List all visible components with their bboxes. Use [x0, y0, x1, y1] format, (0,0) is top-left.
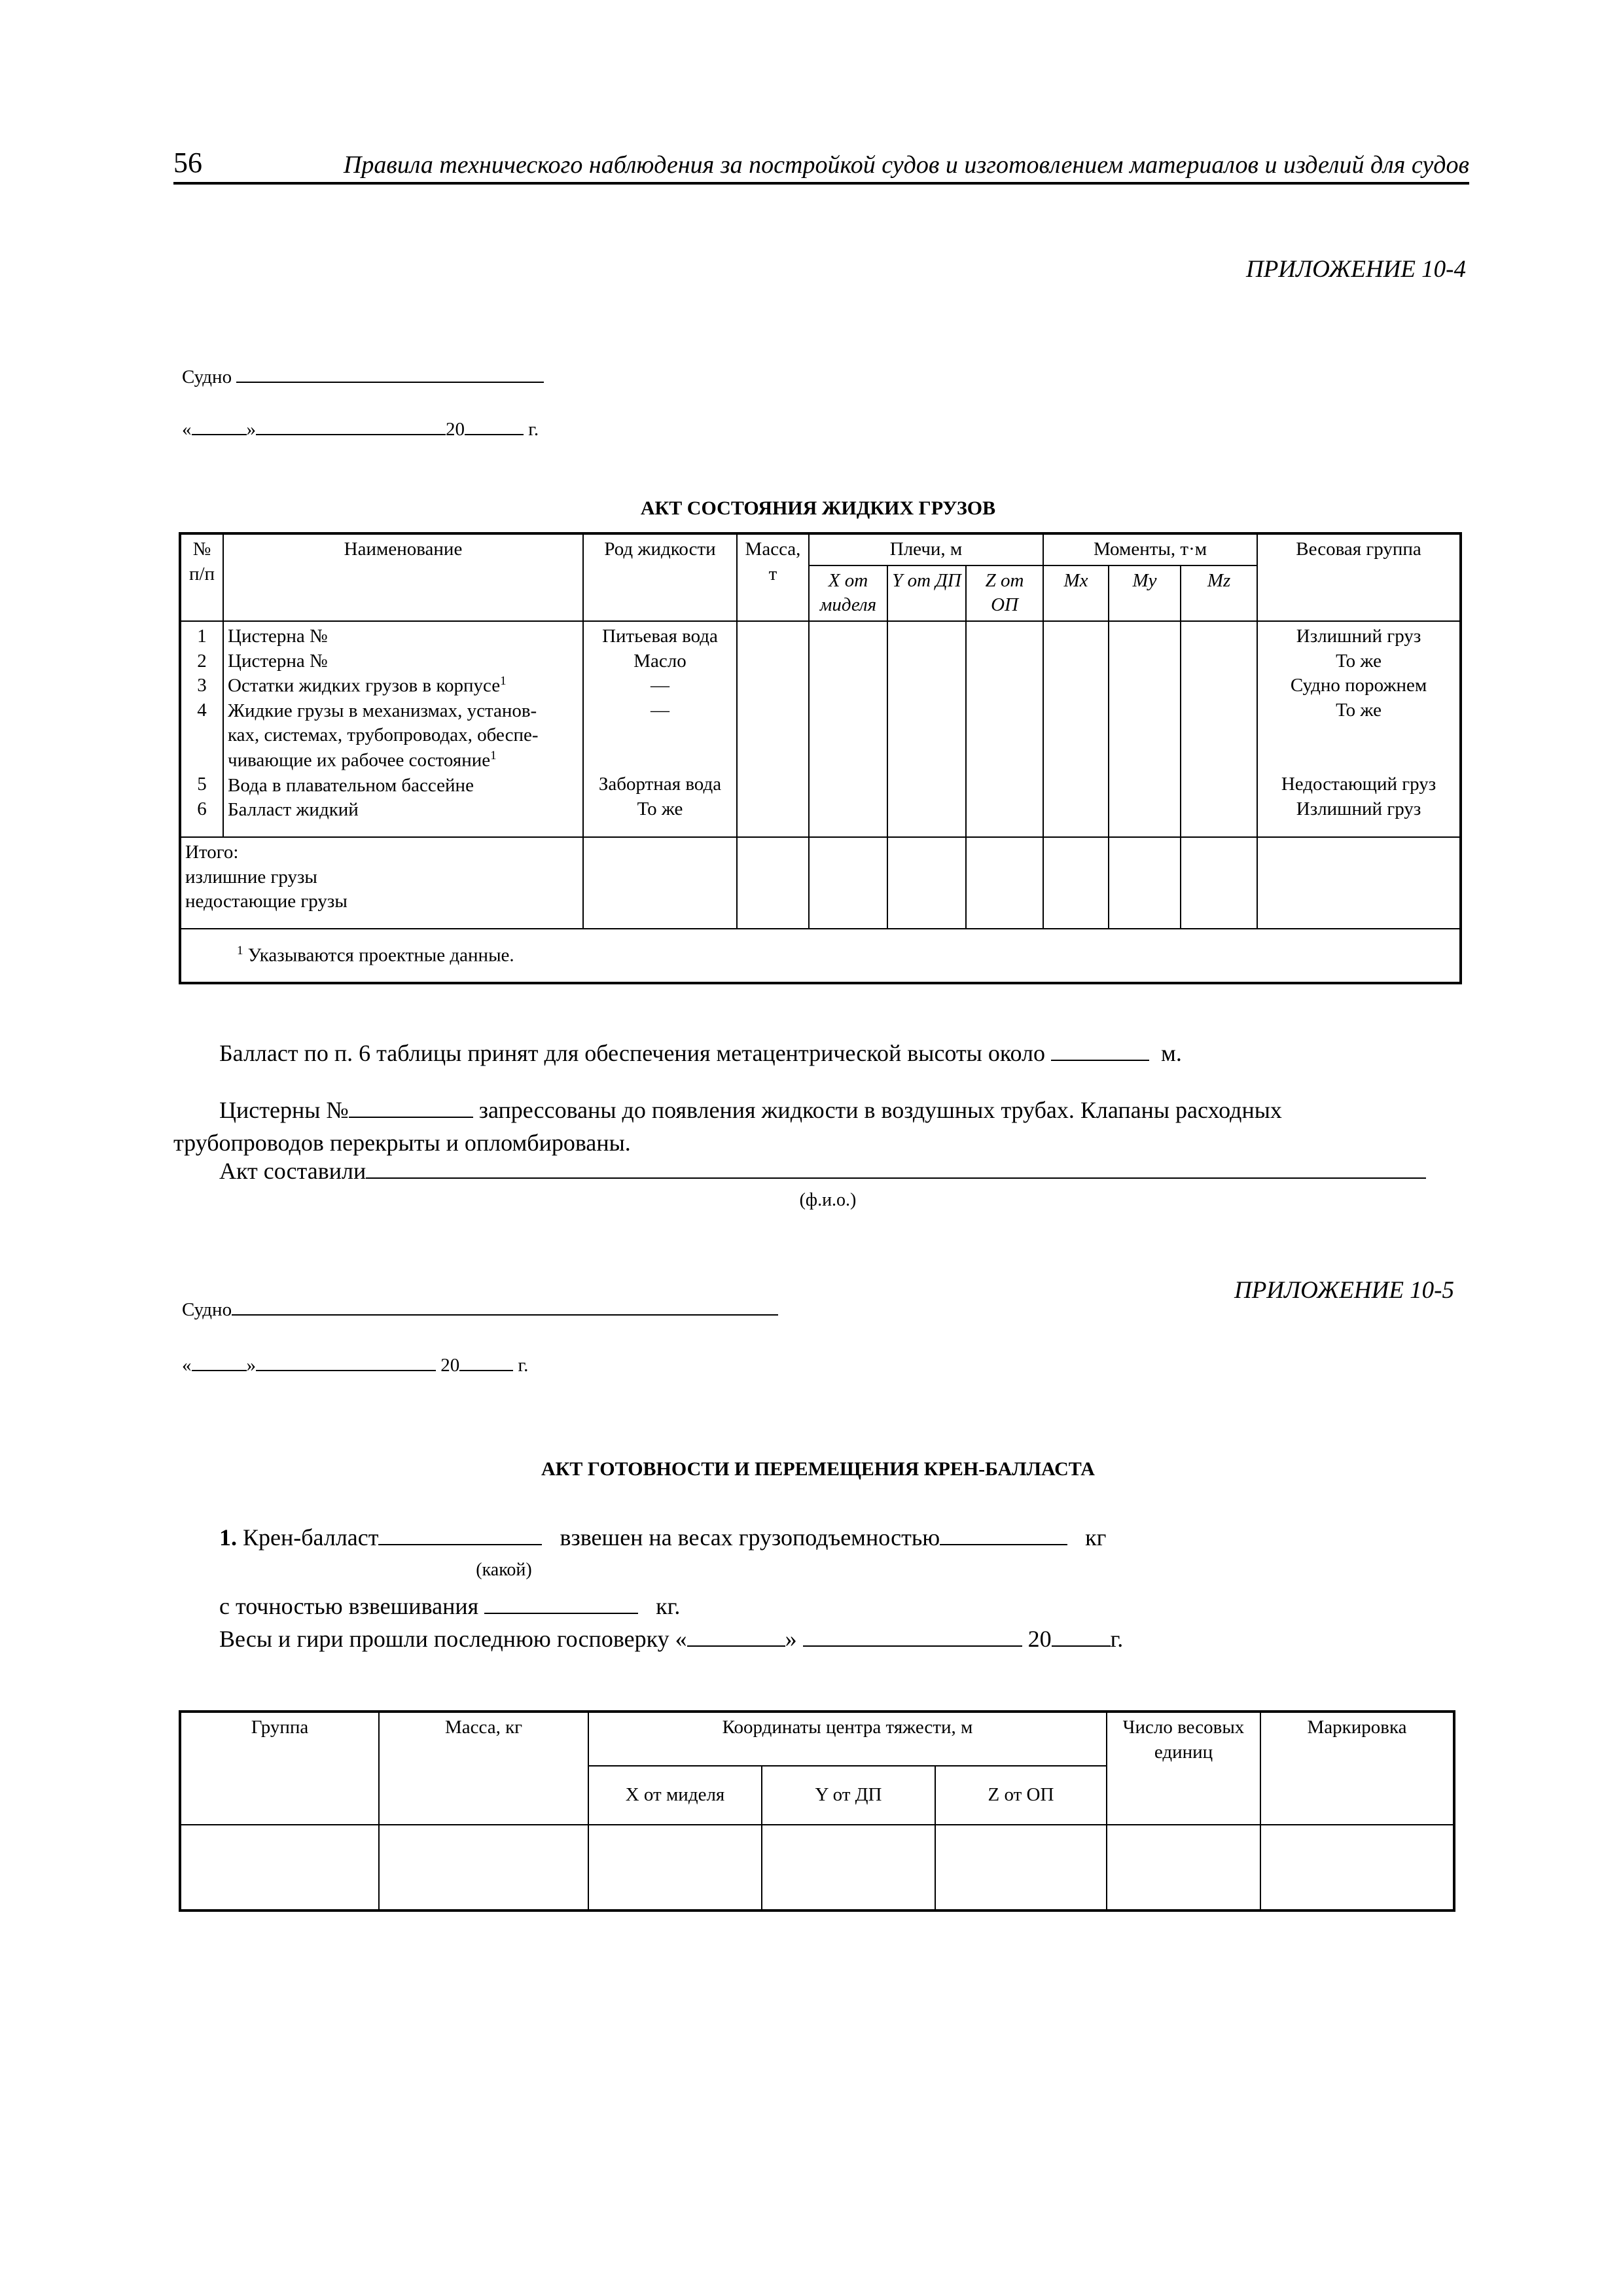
- ship-blank[interactable]: [232, 1314, 778, 1316]
- tanks-blank[interactable]: [349, 1116, 473, 1118]
- date-field-2: [182, 1355, 528, 1376]
- scale-capacity-blank[interactable]: [940, 1543, 1067, 1545]
- totals-z[interactable]: [966, 837, 1043, 929]
- tanks-text: запрессованы до появления жидкости в воздушных трубах. Клапаны расходных: [478, 1097, 1282, 1123]
- col-z-arm: Z от ОП: [966, 565, 1043, 621]
- metacentric-height-blank[interactable]: [1051, 1059, 1149, 1061]
- row-num: 4: [197, 700, 207, 721]
- date-quote-open: «: [182, 419, 192, 440]
- row-group: [1262, 723, 1455, 748]
- col-x: X от миделя: [588, 1766, 762, 1825]
- row-liquid: [588, 748, 732, 773]
- table-footnote: [181, 929, 1460, 982]
- row-name: чивающие их рабочее состояние$^1$: [228, 749, 497, 771]
- ship-field-2: [182, 1299, 778, 1321]
- totals-group[interactable]: [1257, 837, 1460, 929]
- row-name: Вода в плавательном бассейне: [228, 774, 474, 796]
- date-field-1: [182, 419, 539, 440]
- col-mx: Mx: [1043, 565, 1109, 621]
- ship-label: Судно: [182, 367, 232, 387]
- row-name: Цистерна №: [228, 650, 328, 672]
- row-name: Цистерна №: [228, 626, 328, 647]
- totals-mx[interactable]: [1043, 837, 1109, 929]
- scale-capacity-label: взвешен на весах грузоподъемностью: [560, 1524, 940, 1551]
- year-blank[interactable]: [459, 1369, 513, 1371]
- ballast-line-3: [219, 1625, 1123, 1653]
- ballast-text: Балласт по п. 6 таблицы принят для обеспечения метацентрической высоты около: [219, 1040, 1046, 1066]
- heel-ballast-type-blank[interactable]: [378, 1543, 542, 1545]
- ballast-sentence: [219, 1039, 1182, 1067]
- precision-unit: кг.: [656, 1593, 681, 1619]
- doc-title-liquid-cargo: АКТ СОСТОЯНИЯ ЖИДКИХ ГРУЗОВ: [640, 497, 996, 519]
- cell-mass[interactable]: [737, 621, 809, 837]
- row-num: 6: [197, 798, 207, 819]
- precision-label: с точностью взвешивания: [219, 1593, 479, 1619]
- date-quote-close: »: [246, 419, 256, 440]
- heel-ballast-label: Крен-балласт: [243, 1524, 379, 1551]
- row-group: Излишний груз: [1296, 798, 1421, 819]
- col-name: Наименование: [223, 534, 583, 621]
- ship-blank[interactable]: [236, 381, 544, 383]
- ballast-unit: м.: [1161, 1040, 1182, 1066]
- cell-my[interactable]: [1109, 621, 1181, 837]
- cell-mz[interactable]: [1181, 621, 1257, 837]
- heel-ballast-caption: (какой): [476, 1560, 532, 1580]
- row-num: [185, 723, 219, 748]
- row-num: 1: [197, 626, 207, 647]
- row-group: Недостающий груз: [1281, 774, 1436, 795]
- row-liquid: [588, 723, 732, 748]
- col-my: My: [1109, 565, 1181, 621]
- verification-quote-close: »: [785, 1626, 797, 1652]
- precision-blank[interactable]: [484, 1612, 638, 1614]
- signed-blank[interactable]: [366, 1177, 1426, 1179]
- footnote-mark: 1: [237, 943, 243, 958]
- col-units: Число весовых единиц: [1107, 1712, 1260, 1825]
- row-group: [1262, 748, 1455, 773]
- col-group: Группа: [181, 1712, 379, 1825]
- row-liquid: То же: [637, 798, 683, 819]
- cell-x-arm[interactable]: [809, 621, 887, 837]
- row-name: ках, системах, трубопроводах, обеспе-: [228, 725, 539, 746]
- row-num: 5: [197, 774, 207, 795]
- signed-line: [219, 1157, 1426, 1185]
- row-liquid: Масло: [633, 650, 687, 672]
- col-mz: Mz: [1181, 565, 1257, 621]
- row-group: Судно порожнем: [1290, 675, 1427, 696]
- page-number: 56: [173, 147, 202, 179]
- verification-year-prefix: 20: [1027, 1626, 1052, 1652]
- totals-shortage: недостающие грузы: [185, 891, 348, 912]
- footnote-mark: 1: [500, 674, 507, 689]
- col-marking: Маркировка: [1260, 1712, 1454, 1825]
- row-numbers: [181, 621, 223, 837]
- cell-z-arm[interactable]: [966, 621, 1043, 837]
- scale-capacity-unit: кг: [1085, 1524, 1107, 1551]
- totals-label: Итого:: [185, 842, 239, 863]
- cell-mass[interactable]: [379, 1825, 588, 1910]
- row-name: Жидкие грузы в механизмах, установ-: [228, 700, 537, 721]
- date-quote-close: »: [246, 1355, 256, 1376]
- col-y: Y от ДП: [762, 1766, 935, 1825]
- tanks-label: Цистерны №: [219, 1097, 349, 1123]
- col-z: Z от ОП: [935, 1766, 1107, 1825]
- totals-mz[interactable]: [1181, 837, 1257, 929]
- cell-x[interactable]: [588, 1825, 762, 1910]
- liquid-cargo-table: [180, 533, 1461, 983]
- row-liquid: —: [651, 700, 669, 721]
- col-mass: Масса, кг: [379, 1712, 588, 1825]
- footnote-mark: 1: [490, 749, 497, 763]
- totals-y[interactable]: [887, 837, 966, 929]
- col-group: Весовая группа: [1257, 534, 1460, 621]
- col-mass: Масса, т: [737, 534, 809, 621]
- cell-y[interactable]: [762, 1825, 935, 1910]
- col-liquid: Род жидкости: [583, 534, 737, 621]
- cell-mx[interactable]: [1043, 621, 1109, 837]
- row-liquid: —: [651, 675, 669, 696]
- signed-caption: (ф.и.о.): [799, 1190, 857, 1210]
- month-blank[interactable]: [256, 1369, 436, 1371]
- row-num: [185, 748, 219, 773]
- totals-mass[interactable]: [737, 837, 809, 929]
- appendix-label-10-5: ПРИЛОЖЕНИЕ 10-5: [1234, 1277, 1454, 1304]
- cell-units[interactable]: [1107, 1825, 1260, 1910]
- month-blank[interactable]: [256, 433, 446, 435]
- row-name: Балласт жидкий: [228, 799, 359, 821]
- signed-label: Акт составили: [219, 1158, 366, 1184]
- row-num: 2: [197, 650, 207, 672]
- col-moments: Моменты, т·м: [1043, 534, 1257, 565]
- tanks-sentence-cont: трубопроводов перекрыты и опломбированы.: [173, 1130, 631, 1156]
- date-quote-open: «: [182, 1355, 192, 1376]
- year-blank[interactable]: [465, 433, 524, 435]
- col-num: № п/п: [181, 534, 223, 621]
- totals-my[interactable]: [1109, 837, 1181, 929]
- cell-y-arm[interactable]: [887, 621, 966, 837]
- year-prefix: 20: [446, 419, 465, 440]
- doc-title-heel-ballast: АКТ ГОТОВНОСТИ И ПЕРЕМЕЩЕНИЯ КРЕН-БАЛЛАСТА: [541, 1458, 1095, 1480]
- item-number: 1.: [219, 1524, 237, 1551]
- cell-group[interactable]: [181, 1825, 379, 1910]
- cell-marking[interactable]: [1260, 1825, 1454, 1910]
- page-header: [173, 143, 1469, 185]
- heel-ballast-table: [180, 1712, 1454, 1910]
- year-prefix: 20: [440, 1355, 460, 1376]
- appendix-label-10-4: ПРИЛОЖЕНИЕ 10-4: [1245, 256, 1466, 283]
- row-liquids: [583, 621, 737, 837]
- cell-z[interactable]: [935, 1825, 1107, 1910]
- year-suffix: г.: [518, 1355, 529, 1376]
- row-liquid: Питьевая вода: [602, 626, 718, 647]
- year-suffix: г.: [528, 419, 539, 440]
- ship-label: Судно: [182, 1299, 232, 1320]
- day-blank[interactable]: [192, 1369, 247, 1371]
- col-coords: Координаты центра тяжести, м: [588, 1712, 1107, 1766]
- col-y-arm: Y от ДП: [887, 565, 966, 621]
- row-names: [223, 621, 583, 837]
- row-group: То же: [1336, 650, 1382, 672]
- totals-x[interactable]: [809, 837, 887, 929]
- verification-year-suffix: г.: [1110, 1626, 1124, 1652]
- ballast-line-1: [219, 1524, 1106, 1551]
- running-title: Правила технического наблюдения за постройкой судов и изготовлением материалов и изделий для судов: [343, 151, 1469, 179]
- col-arms: Плечи, м: [809, 534, 1043, 565]
- col-x-arm: X от миделя: [809, 565, 887, 621]
- row-name: Остатки жидких грузов в корпусе$^1$: [228, 674, 507, 697]
- ship-field-1: [182, 367, 544, 388]
- ballast-line-2: [219, 1592, 680, 1620]
- totals-cell: [181, 837, 583, 929]
- verification-month-blank[interactable]: [803, 1645, 1022, 1647]
- row-groups: [1257, 621, 1460, 837]
- totals-excess: излишние грузы: [185, 866, 317, 888]
- row-num: 3: [197, 675, 207, 696]
- footnote-text: Указываются проектные данные.: [247, 944, 514, 966]
- verification-day-blank[interactable]: [687, 1645, 785, 1647]
- verification-year-blank[interactable]: [1052, 1645, 1111, 1647]
- row-group: Излишний груз: [1296, 626, 1421, 647]
- row-liquid: Забортная вода: [598, 774, 722, 795]
- totals-liquid[interactable]: [583, 837, 737, 929]
- tanks-sentence: [219, 1096, 1282, 1124]
- verification-label: Весы и гири прошли последнюю госповерку «: [219, 1626, 687, 1652]
- day-blank[interactable]: [192, 433, 247, 435]
- row-group: То же: [1336, 700, 1382, 721]
